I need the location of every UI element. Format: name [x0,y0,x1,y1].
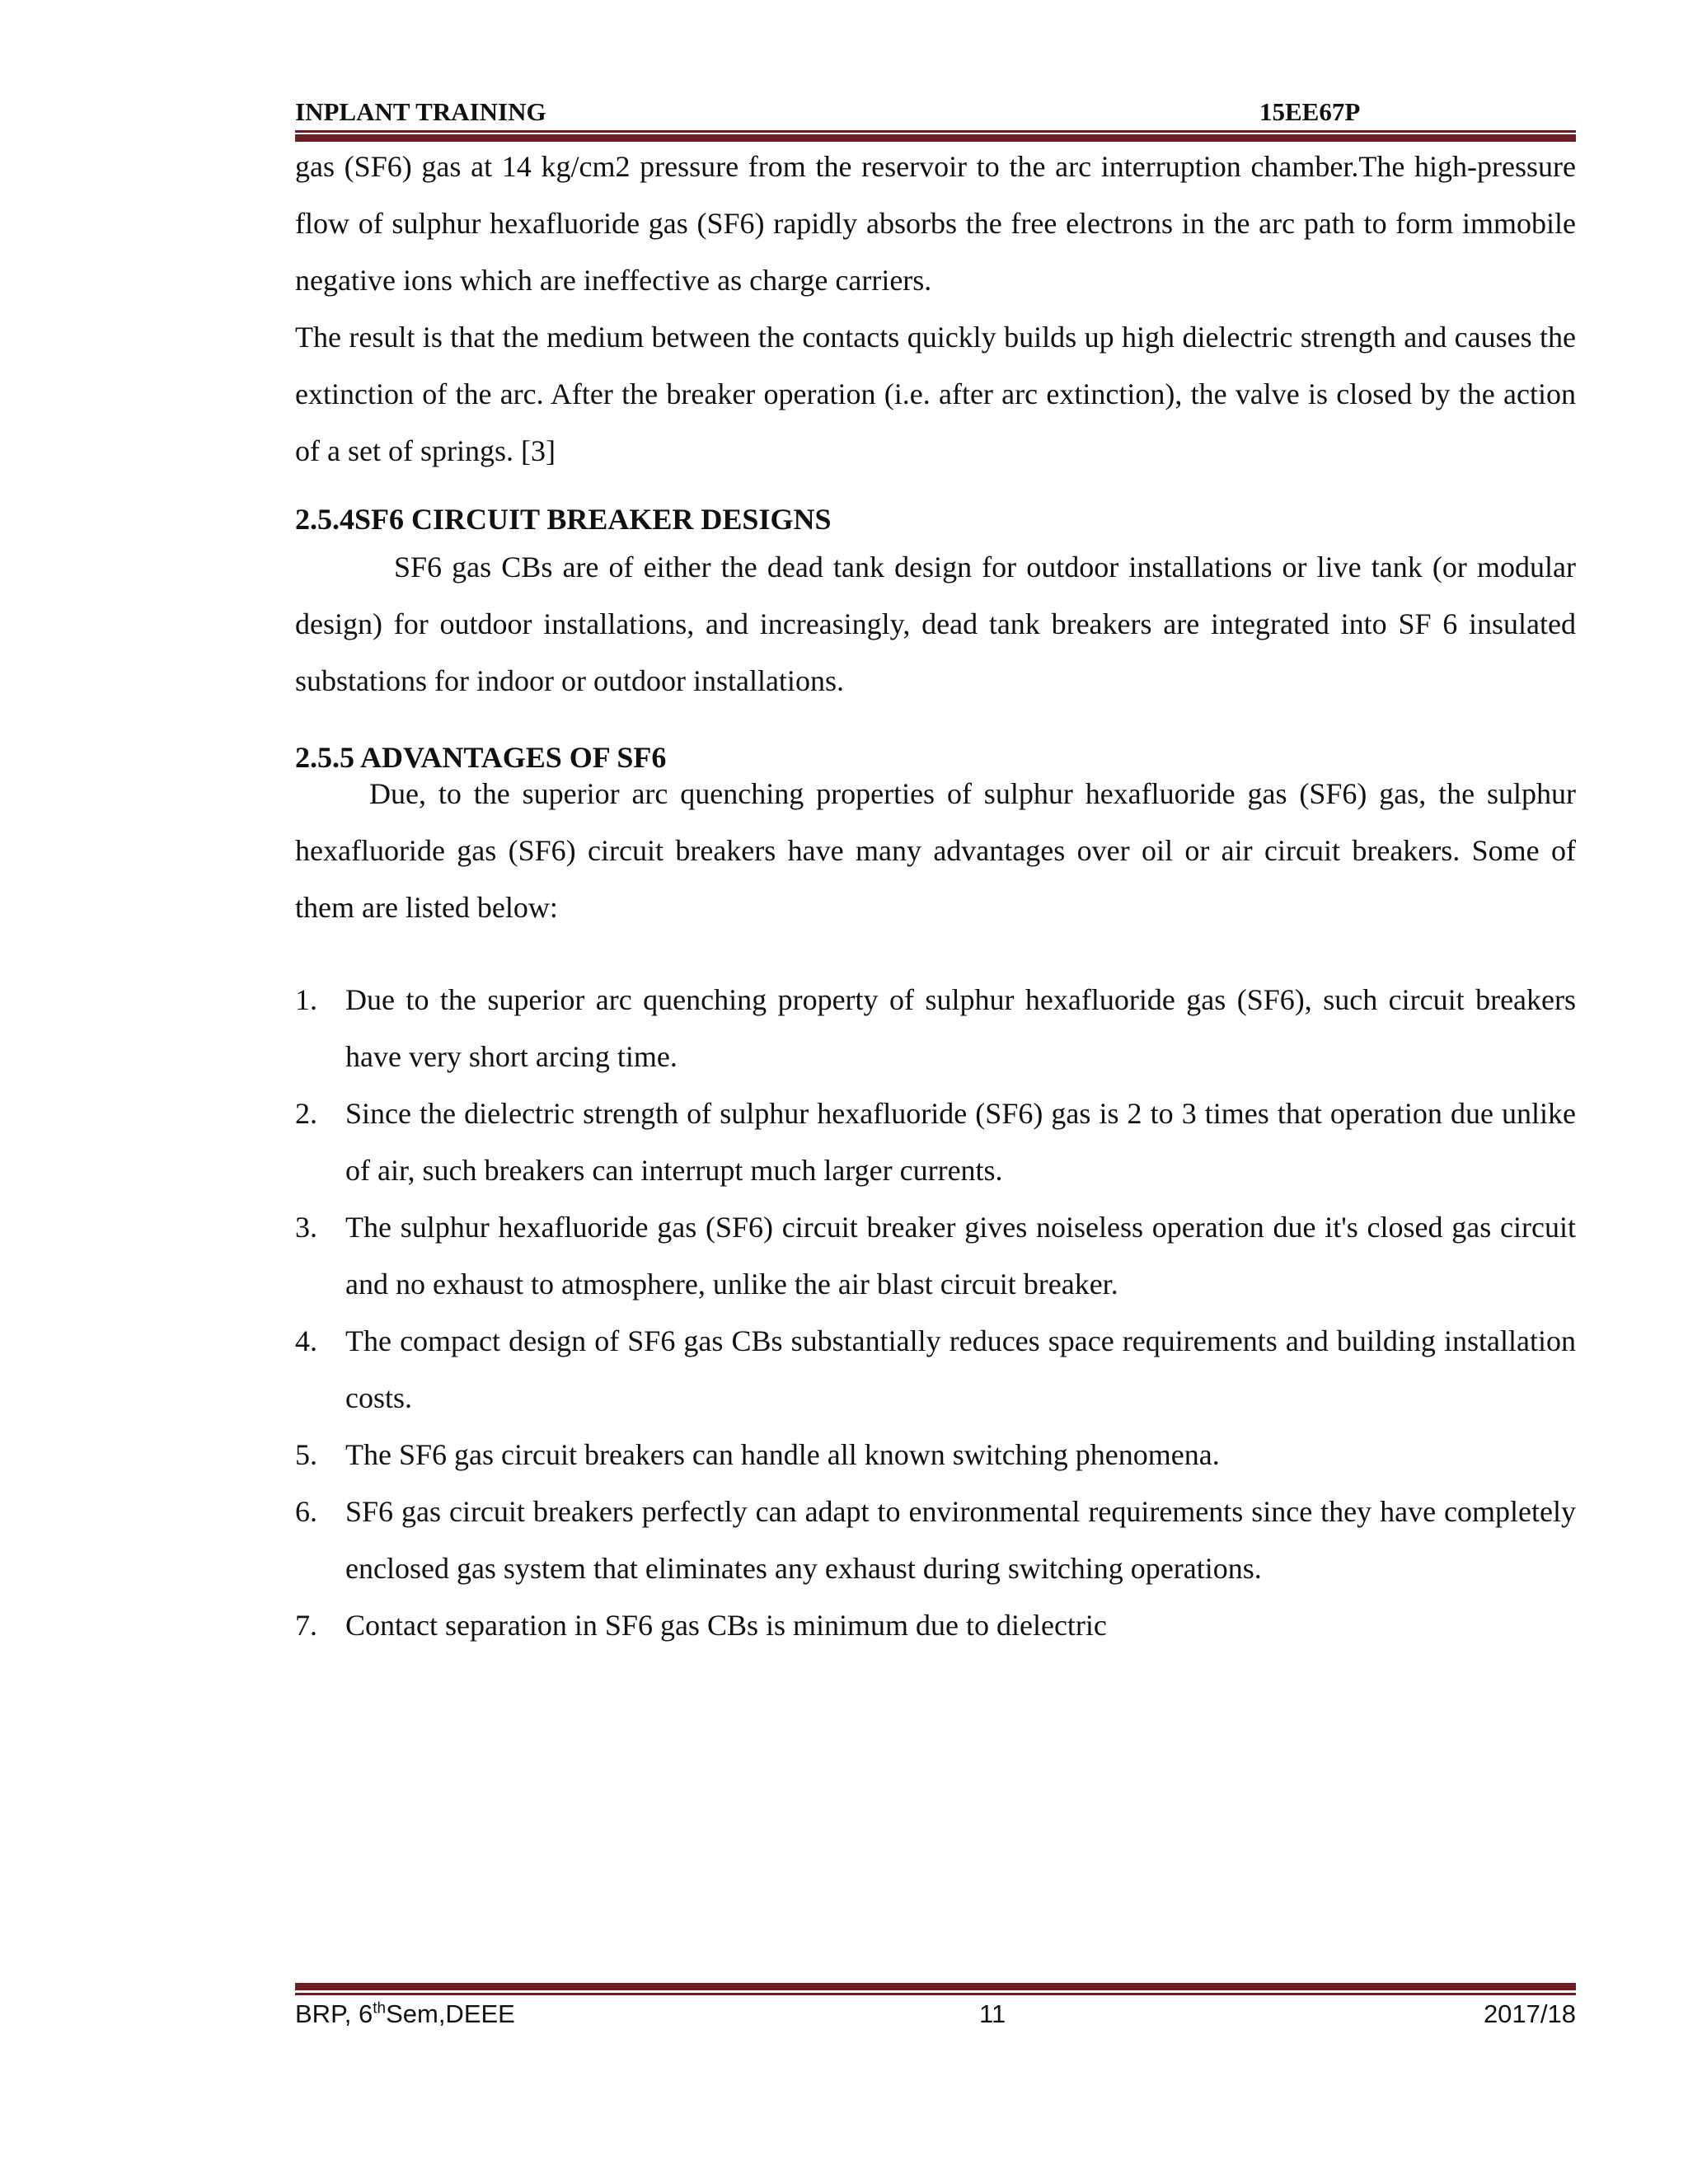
page-header [295,97,1576,130]
list-item-text: SF6 gas circuit breakers perfectly can adapt to environmental requirements since they have completely enclosed gas system that eliminates any exhaust during switching operations. [345,1495,1576,1585]
intro-paragraph-2: The result is that the medium between the contacts quickly builds up high dielectric strength and causes the extinction of the arc. After the breaker operation (i.e. after arc extinction), the valve is closed by the action of a set of springs. [3] [295,321,1576,467]
list-item-text: The sulphur hexafluoride gas (SF6) circuit breaker gives noiseless operation due it's closed gas circuit and no exhaust to atmosphere, unlike the air blast circuit breaker. [345,1211,1576,1301]
footer-rule-thick [295,1983,1576,1990]
section-255-text: Due, to the superior arc quenching properties of sulphur hexafluoride gas (SF6) gas, the sulphur hexafluoride gas (SF6) circuit breakers have many advantages over oil or air circuit breakers. Some of them are listed below: [295,777,1576,924]
section-254-text: SF6 gas CBs are of either the dead tank design for outdoor installations or live tank (or modular design) for outdoor installations, and increasingly, dead tank breakers are integrated into SF 6 insulated substations for indoor or outdoor installations. [295,551,1576,697]
list-item-text: Since the dielectric strength of sulphur hexafluoride (SF6) gas is 2 to 3 times that operation due unlike of air, such breakers can interrupt much larger currents. [345,1097,1576,1187]
list-item-text: Contact separation in SF6 gas CBs is minimum due to dielectric [345,1609,1107,1642]
footer-author-suffix: Sem,DEEE [386,1999,515,2028]
list-item-text: The SF6 gas circuit breakers can handle all known switching phenomena. [345,1438,1220,1471]
page-number: 11 [979,1999,1006,2028]
section-254-heading: 2.5.4SF6 CIRCUIT BREAKER DESIGNS [295,503,832,536]
advantages-list [295,972,1576,1654]
header-rule-thin [295,130,1576,133]
page-body [295,138,1576,1654]
list-item [295,972,1576,1085]
list-item [295,1427,1576,1483]
header-course-code: 15EE67P [1259,97,1361,126]
list-item [295,1313,1576,1427]
list-item-number: 7. [295,1609,317,1642]
list-item [295,1483,1576,1597]
footer-year: 2017/18 [1483,1999,1576,2028]
footer-author-prefix: BRP, 6 [295,1999,373,2028]
list-item-number: 3. [295,1211,317,1244]
footer-rule-thin [295,1993,1576,1995]
list-item-number: 4. [295,1324,317,1357]
section-255-heading: 2.5.5 ADVANTAGES OF SF6 [295,741,667,774]
list-item [295,1199,1576,1313]
intro-paragraph-1: gas (SF6) gas at 14 kg/cm2 pressure from the reservoir to the arc interruption chamber.The high-pressure flow of sulphur hexafluoride gas (SF6) rapidly absorbs the free electrons in the arc path to form immobile negative ions which are ineffective as charge carriers. [295,150,1576,297]
list-item-text: The compact design of SF6 gas CBs substantially reduces space requirements and building installation costs. [345,1324,1576,1414]
list-item-number: 1. [295,983,317,1016]
footer-author-semester [295,1999,515,2029]
list-item-text: Due to the superior arc quenching property of sulphur hexafluoride gas (SF6), such circuit breakers have very short arcing time. [345,983,1576,1073]
list-item [295,1597,1576,1654]
header-course-title: INPLANT TRAINING [295,97,546,126]
list-item-number: 6. [295,1495,317,1528]
footer-sup: th [373,1999,387,2018]
list-item-number: 5. [295,1438,317,1471]
list-item-number: 2. [295,1097,317,1130]
list-item [295,1085,1576,1199]
page-footer [295,1999,1576,2041]
